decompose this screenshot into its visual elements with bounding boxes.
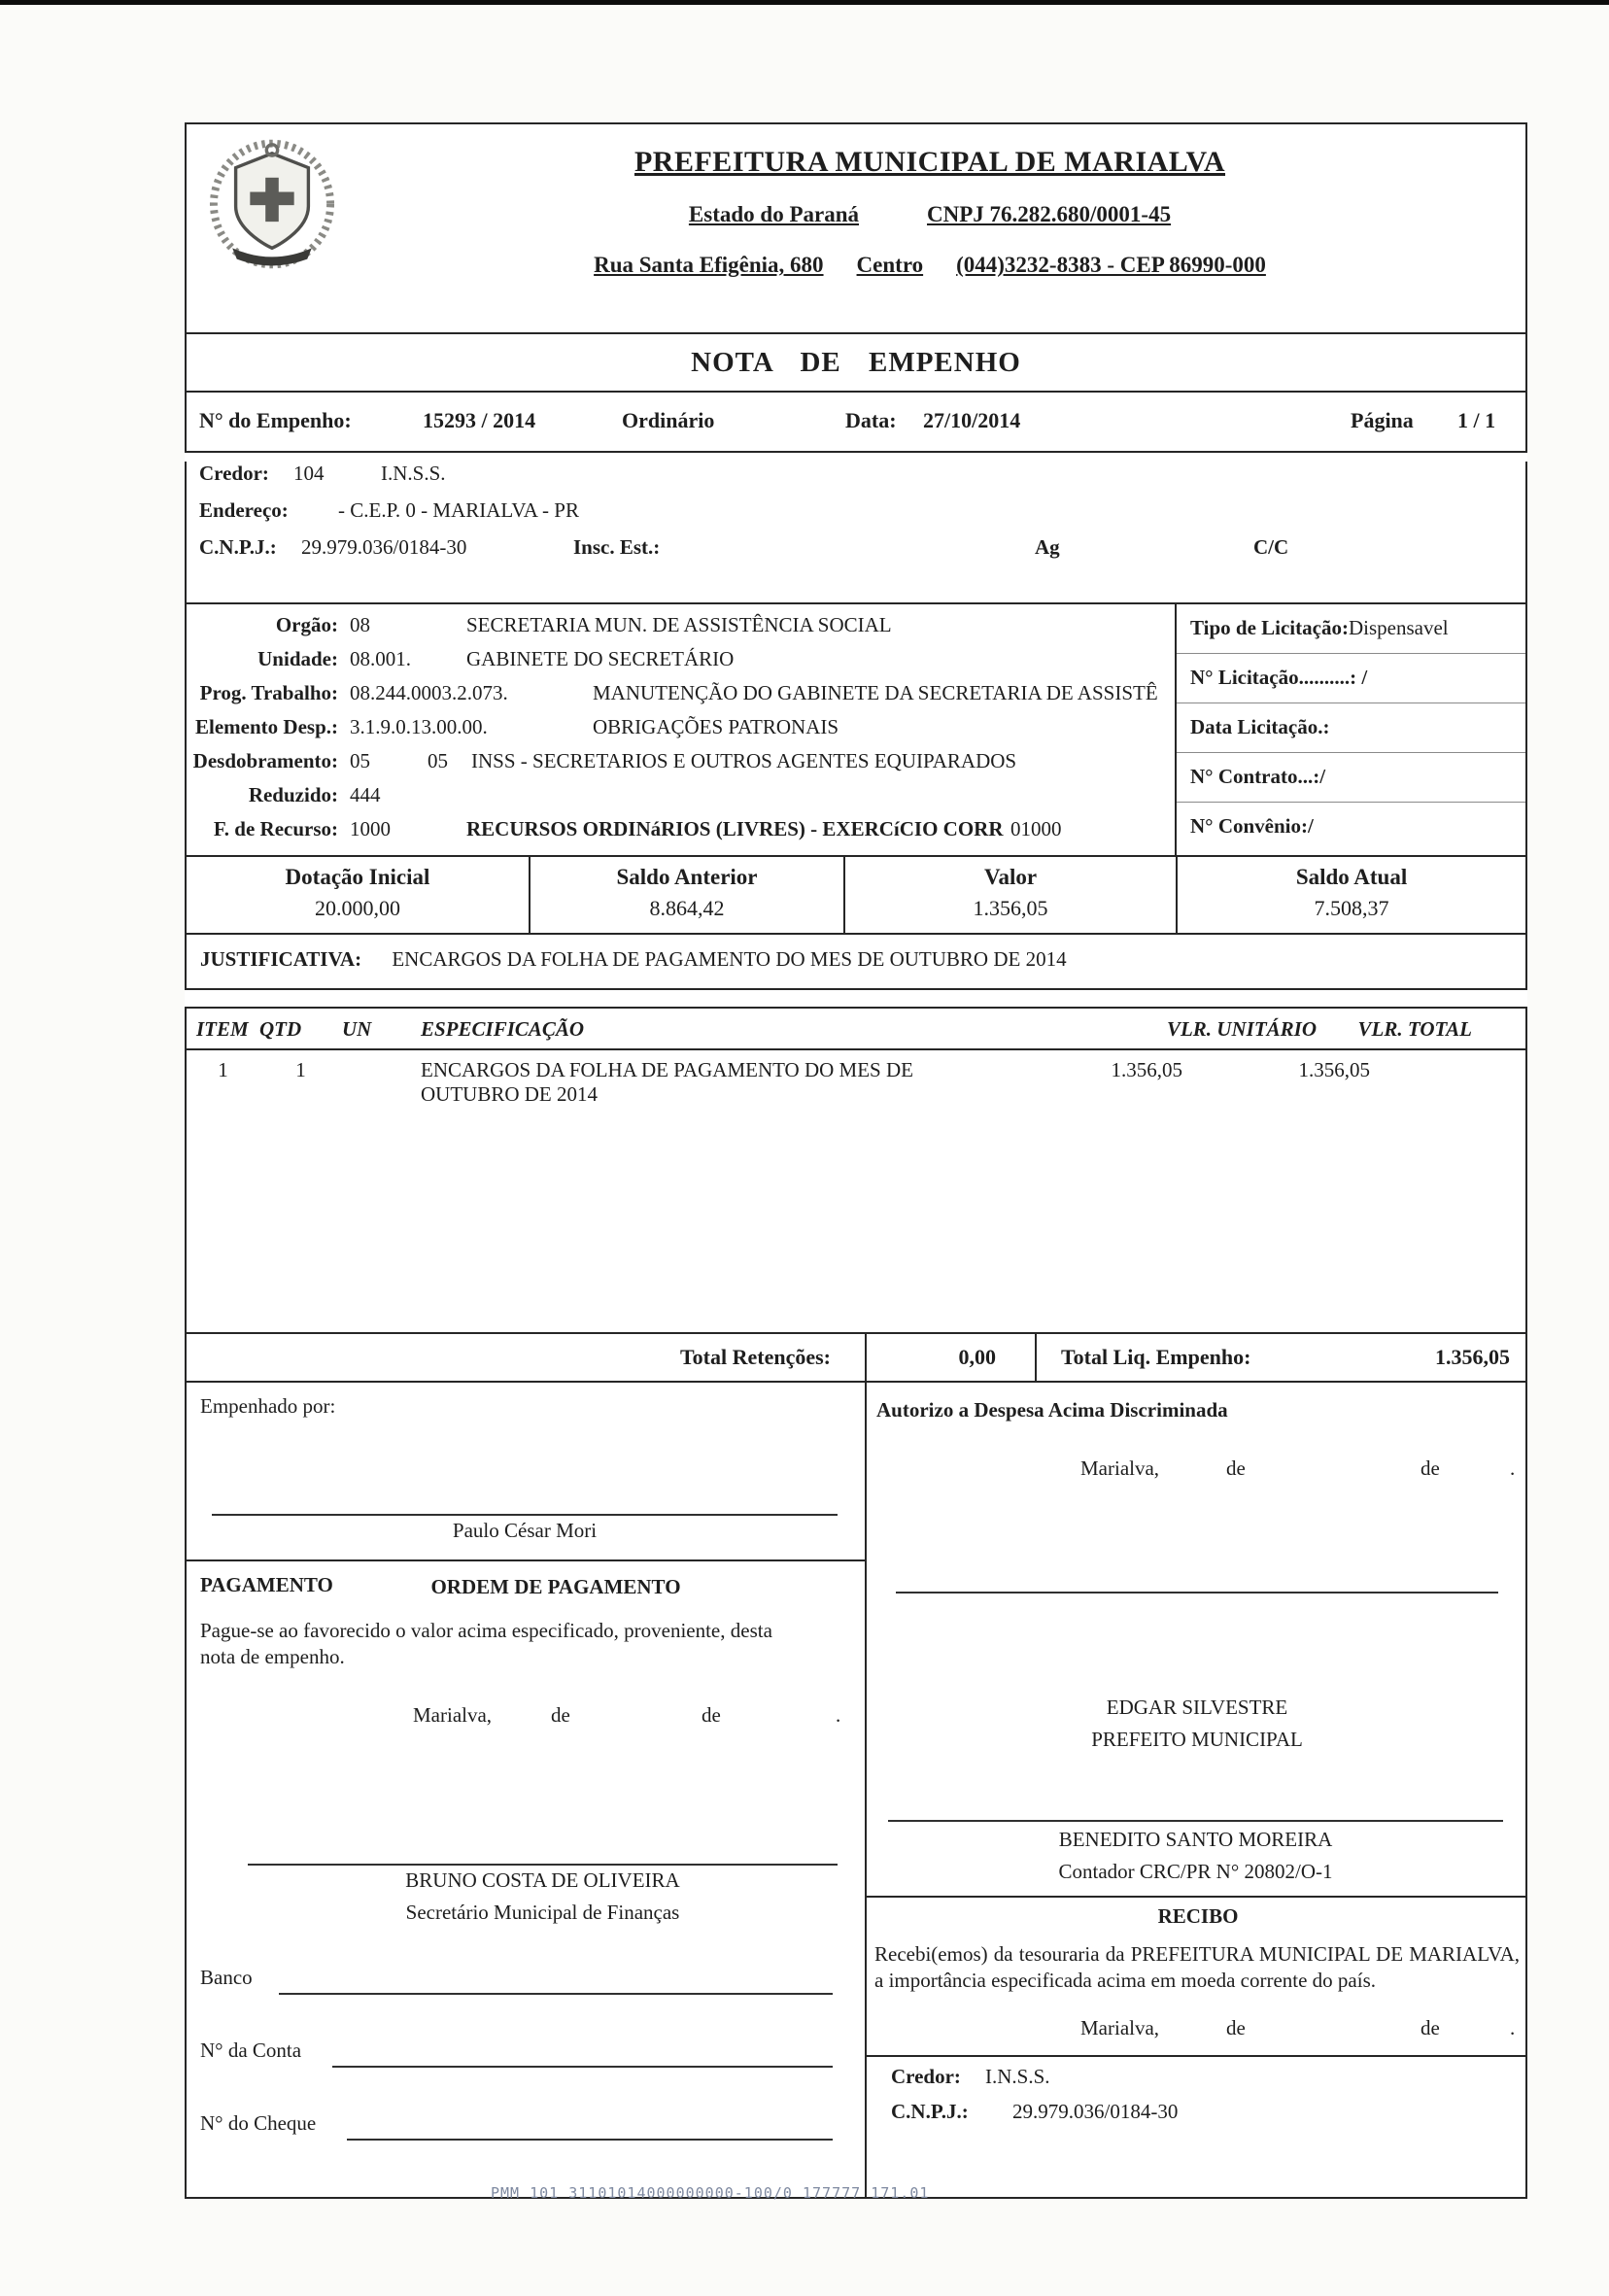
desdobramento-name: INSS - SECRETARIOS E OUTROS AGENTES EQUIPARADOS — [471, 749, 1017, 772]
creditor-block — [185, 462, 1527, 604]
saldo-anterior-value: 8.864,42 — [649, 896, 725, 920]
item-qty: 1 — [295, 1058, 306, 1081]
values-strip — [185, 857, 1527, 935]
reduzido-label: Reduzido: — [248, 783, 338, 806]
recibo-dot: . — [1510, 2016, 1516, 2039]
elemento-desp-code: 3.1.9.0.13.00.00. — [350, 715, 488, 738]
saldo-anterior-label: Saldo Anterior — [616, 865, 758, 889]
item-unit — [342, 1058, 405, 1107]
recibo-de2: de — [1421, 2016, 1440, 2039]
page-label: Página — [1351, 408, 1414, 432]
ordem-pagamento-title: ORDEM DE PAGAMENTO — [430, 1575, 681, 1598]
secretario-name: BRUNO COSTA DE OLIVEIRA — [405, 1868, 680, 1892]
creditor-label: Credor: — [199, 462, 269, 485]
prog-trabalho-label: Prog. Trabalho: — [199, 681, 338, 704]
retencoes-label: Total Retenções: — [680, 1345, 831, 1369]
page-number: 1 / 1 — [1457, 408, 1496, 432]
org-state: Estado do Paraná — [688, 202, 859, 226]
licitacao-numero-row: N° Licitação..........: / — [1177, 654, 1525, 703]
valor-label: Valor — [983, 865, 1038, 889]
creditor-address: - C.E.P. 0 - MARIALVA - PR — [338, 498, 579, 522]
fonte-recurso-row — [187, 817, 1179, 851]
prefeito-name: EDGAR SILVESTRE — [1106, 1696, 1288, 1719]
recibo-cnpj-label: C.N.P.J.: — [891, 2100, 969, 2123]
empenho-type: Ordinário — [622, 408, 715, 432]
desdobramento-code2: 05 — [428, 749, 448, 772]
prefeito-role: PREFEITO MUNICIPAL — [1091, 1728, 1303, 1751]
creditor-cnpj-label: C.N.P.J.: — [199, 535, 277, 559]
dotacao-inicial-value: 20.000,00 — [314, 896, 400, 920]
col-espec-header: ESPECIFICAÇÃO — [421, 1017, 585, 1041]
prog-trabalho-row — [187, 681, 1179, 715]
secretario-role: Secretário Municipal de Finanças — [405, 1901, 680, 1924]
conta-label: N° da Conta — [200, 2039, 302, 2062]
banco-label: Banco — [200, 1966, 253, 1989]
recibo-cnpj-value: 29.979.036/0184-30 — [1012, 2100, 1179, 2123]
empenho-info-row — [185, 393, 1527, 453]
orgao-row — [187, 613, 1179, 647]
creditor-name: I.N.S.S. — [381, 462, 446, 485]
org-phone-cep: (044)3232-8383 - CEP 86990-000 — [956, 253, 1266, 277]
recibo-title: RECIBO — [1157, 1904, 1239, 1928]
cheque-line — [347, 2139, 833, 2141]
dotacao-inicial-cell — [187, 857, 529, 933]
org-address-row — [352, 253, 1508, 278]
items-table-body — [187, 1050, 1525, 1332]
agency-label: Ag — [1035, 535, 1060, 559]
liquido-label: Total Liq. Empenho: — [1061, 1345, 1251, 1369]
prefeito-signature-line — [896, 1592, 1498, 1593]
prog-trabalho-name: MANUTENÇÃO DO GABINETE DA SECRETARIA DE ASSISTÊ — [593, 681, 1158, 704]
nota-de-empenho-document — [185, 122, 1527, 2199]
items-table — [185, 1007, 1527, 1332]
contador-name: BENEDITO SANTO MOREIRA — [1058, 1828, 1333, 1851]
empenhado-signature-name: Paulo César Mori — [452, 1519, 598, 1542]
org-title: PREFEITURA MUNICIPAL DE MARIALVA — [633, 146, 1226, 178]
desdobramento-code: 05 — [350, 749, 370, 772]
empenho-number: 15293 / 2014 — [423, 408, 536, 432]
orgao-label: Orgão: — [275, 613, 338, 636]
recibo-text: Recebi(emos) da tesouraria da PREFEITURA MUNICIPAL DE MARIALVA, a importância especificada acima em moeda corrente do país. — [874, 1942, 1520, 1992]
org-address: Rua Santa Efigênia, 680 — [594, 253, 824, 277]
prog-trabalho-code: 08.244.0003.2.073. — [350, 681, 508, 704]
org-subtitle-row — [352, 202, 1508, 227]
unidade-name: GABINETE DO SECRETÁRIO — [466, 647, 735, 670]
saldo-anterior-cell — [529, 857, 843, 933]
contador-role: Contador CRC/PR N° 20802/O-1 — [1058, 1860, 1333, 1883]
empenhado-signature-line — [212, 1514, 838, 1516]
pagamento-title: PAGAMENTO — [200, 1573, 333, 1596]
elemento-desp-row — [187, 715, 1179, 749]
account-label: C/C — [1253, 535, 1289, 559]
budget-classification-block — [185, 604, 1527, 857]
item-row — [187, 1058, 1525, 1107]
justification-text: ENCARGOS DA FOLHA DE PAGAMENTO DO MES DE OUTUBRO DE 2014 — [392, 947, 1067, 971]
state-registration-label: Insc. Est.: — [573, 535, 661, 559]
letterhead-text — [352, 138, 1508, 323]
pagamento-city: Marialva, — [413, 1703, 493, 1727]
autorizo-de2: de — [1421, 1456, 1440, 1480]
liquido-value: 1.356,05 — [1435, 1345, 1510, 1369]
org-district: Centro — [856, 253, 924, 277]
dotacao-inicial-label: Dotação Inicial — [285, 865, 430, 889]
recibo-credor-divider — [867, 2055, 1525, 2057]
item-total-value: 1.356,05 — [1298, 1058, 1370, 1081]
valor-cell — [843, 857, 1176, 933]
recibo-credor-value: I.N.S.S. — [985, 2065, 1050, 2088]
valor-value: 1.356,05 — [973, 896, 1048, 920]
justification-row — [185, 935, 1527, 990]
desdobramento-row — [187, 749, 1179, 783]
autorizo-dot: . — [1510, 1456, 1516, 1480]
elemento-desp-name: OBRIGAÇÕES PATRONAIS — [593, 715, 839, 738]
signatures-section — [185, 1383, 1527, 2199]
creditor-row — [187, 462, 1525, 498]
liquido-cell — [1035, 1334, 1525, 1381]
coat-of-arms-logo — [206, 138, 352, 323]
pagamento-dot: . — [836, 1703, 841, 1727]
col-qtd-header: QTD — [259, 1017, 302, 1041]
empenho-date: 27/10/2014 — [923, 408, 1021, 432]
saldo-atual-value: 7.508,37 — [1314, 896, 1389, 920]
items-table-header — [187, 1009, 1525, 1050]
autorizo-title: Autorizo a Despesa Acima Discriminada — [876, 1398, 1228, 1422]
contrato-row: N° Contrato...:/ — [1177, 753, 1525, 803]
banco-line — [279, 1993, 833, 1995]
licitacao-tipo-row — [1177, 604, 1525, 654]
elemento-desp-label: Elemento Desp.: — [195, 715, 338, 738]
empenhado-por-label: Empenhado por: — [200, 1394, 336, 1418]
document-title: NOTA DE EMPENHO — [185, 334, 1527, 393]
scan-top-rule — [0, 0, 1609, 5]
pagamento-de2: de — [702, 1703, 721, 1727]
cheque-label: N° do Cheque — [200, 2111, 317, 2135]
authorization-column — [865, 1383, 1525, 2197]
recibo-divider — [867, 1896, 1525, 1898]
item-description: ENCARGOS DA FOLHA DE PAGAMENTO DO MES DE OUTUBRO DE 2014 — [421, 1058, 913, 1106]
licitacao-tipo-label: Tipo de Licitação: — [1190, 616, 1349, 639]
crest-icon — [206, 138, 338, 270]
col-vlr-unitario-header: VLR. UNITÁRIO — [1166, 1017, 1317, 1041]
creditor-code: 104 — [293, 462, 325, 485]
saldo-atual-cell — [1176, 857, 1525, 933]
org-cnpj: CNPJ 76.282.680/0001-45 — [927, 202, 1172, 226]
justification-label: JUSTIFICATIVA: — [200, 947, 362, 971]
fonte-recurso-label: F. de Recurso: — [213, 817, 338, 840]
licitacao-tipo-value: Dispensavel — [1348, 616, 1449, 639]
unidade-code: 08.001. — [350, 647, 411, 670]
saldo-atual-label: Saldo Atual — [1295, 865, 1408, 889]
col-vlr-total-header: VLR. TOTAL — [1357, 1017, 1472, 1041]
pagamento-text: Pague-se ao favorecido o valor acima especificado, proveniente, desta nota de empenho. — [200, 1619, 772, 1668]
autorizo-city: Marialva, — [1080, 1456, 1160, 1480]
empenho-date-label: Data: — [845, 408, 897, 432]
unidade-label: Unidade: — [257, 647, 338, 670]
secretario-signature-line — [248, 1864, 838, 1866]
autorizo-de1: de — [1226, 1456, 1246, 1480]
licitacao-panel — [1175, 604, 1525, 855]
recibo-credor-label: Credor: — [891, 2065, 961, 2088]
orgao-name: SECRETARIA MUN. DE ASSISTÊNCIA SOCIAL — [466, 613, 892, 636]
orgao-code: 08 — [350, 613, 370, 636]
pagamento-de1: de — [551, 1703, 570, 1727]
classification-fields — [187, 604, 1179, 851]
col-item-header: ITEM — [196, 1017, 249, 1041]
creditor-address-label: Endereço: — [199, 498, 289, 522]
dot-matrix-code: PMM 101 31101014000000000-100/0 177777 171.01 — [491, 2184, 930, 2202]
fonte-recurso-name: RECURSOS ORDINáRIOS (LIVRES) - EXERCíCIO CORR — [466, 817, 1004, 840]
fonte-recurso-code2: 01000 — [1010, 817, 1062, 840]
reduzido-row — [187, 783, 1179, 817]
creditor-address-row — [187, 498, 1525, 535]
unidade-row — [187, 647, 1179, 681]
recibo-de1: de — [1226, 2016, 1246, 2039]
creditor-cnpj-row — [187, 535, 1525, 572]
item-unit-value: 1.356,05 — [1111, 1058, 1182, 1081]
reduzido-code: 444 — [350, 783, 381, 806]
contador-signature-line — [888, 1820, 1503, 1822]
conta-line — [332, 2066, 833, 2068]
col-un-header: UN — [342, 1017, 372, 1041]
empenho-number-label: N° do Empenho: — [199, 408, 352, 432]
payment-column — [187, 1383, 865, 2197]
creditor-cnpj: 29.979.036/0184-30 — [301, 535, 467, 559]
licitacao-data-row: Data Licitação.: — [1177, 703, 1525, 753]
retencoes-value: 0,00 — [865, 1334, 1035, 1381]
payment-section-divider — [187, 1559, 865, 1561]
item-number: 1 — [218, 1058, 228, 1081]
letterhead — [185, 122, 1527, 334]
totals-row — [185, 1332, 1527, 1383]
fonte-recurso-code: 1000 — [350, 817, 391, 840]
convenio-row: N° Convênio:/ — [1190, 814, 1314, 838]
desdobramento-label: Desdobramento: — [192, 749, 338, 772]
recibo-city: Marialva, — [1080, 2016, 1160, 2039]
